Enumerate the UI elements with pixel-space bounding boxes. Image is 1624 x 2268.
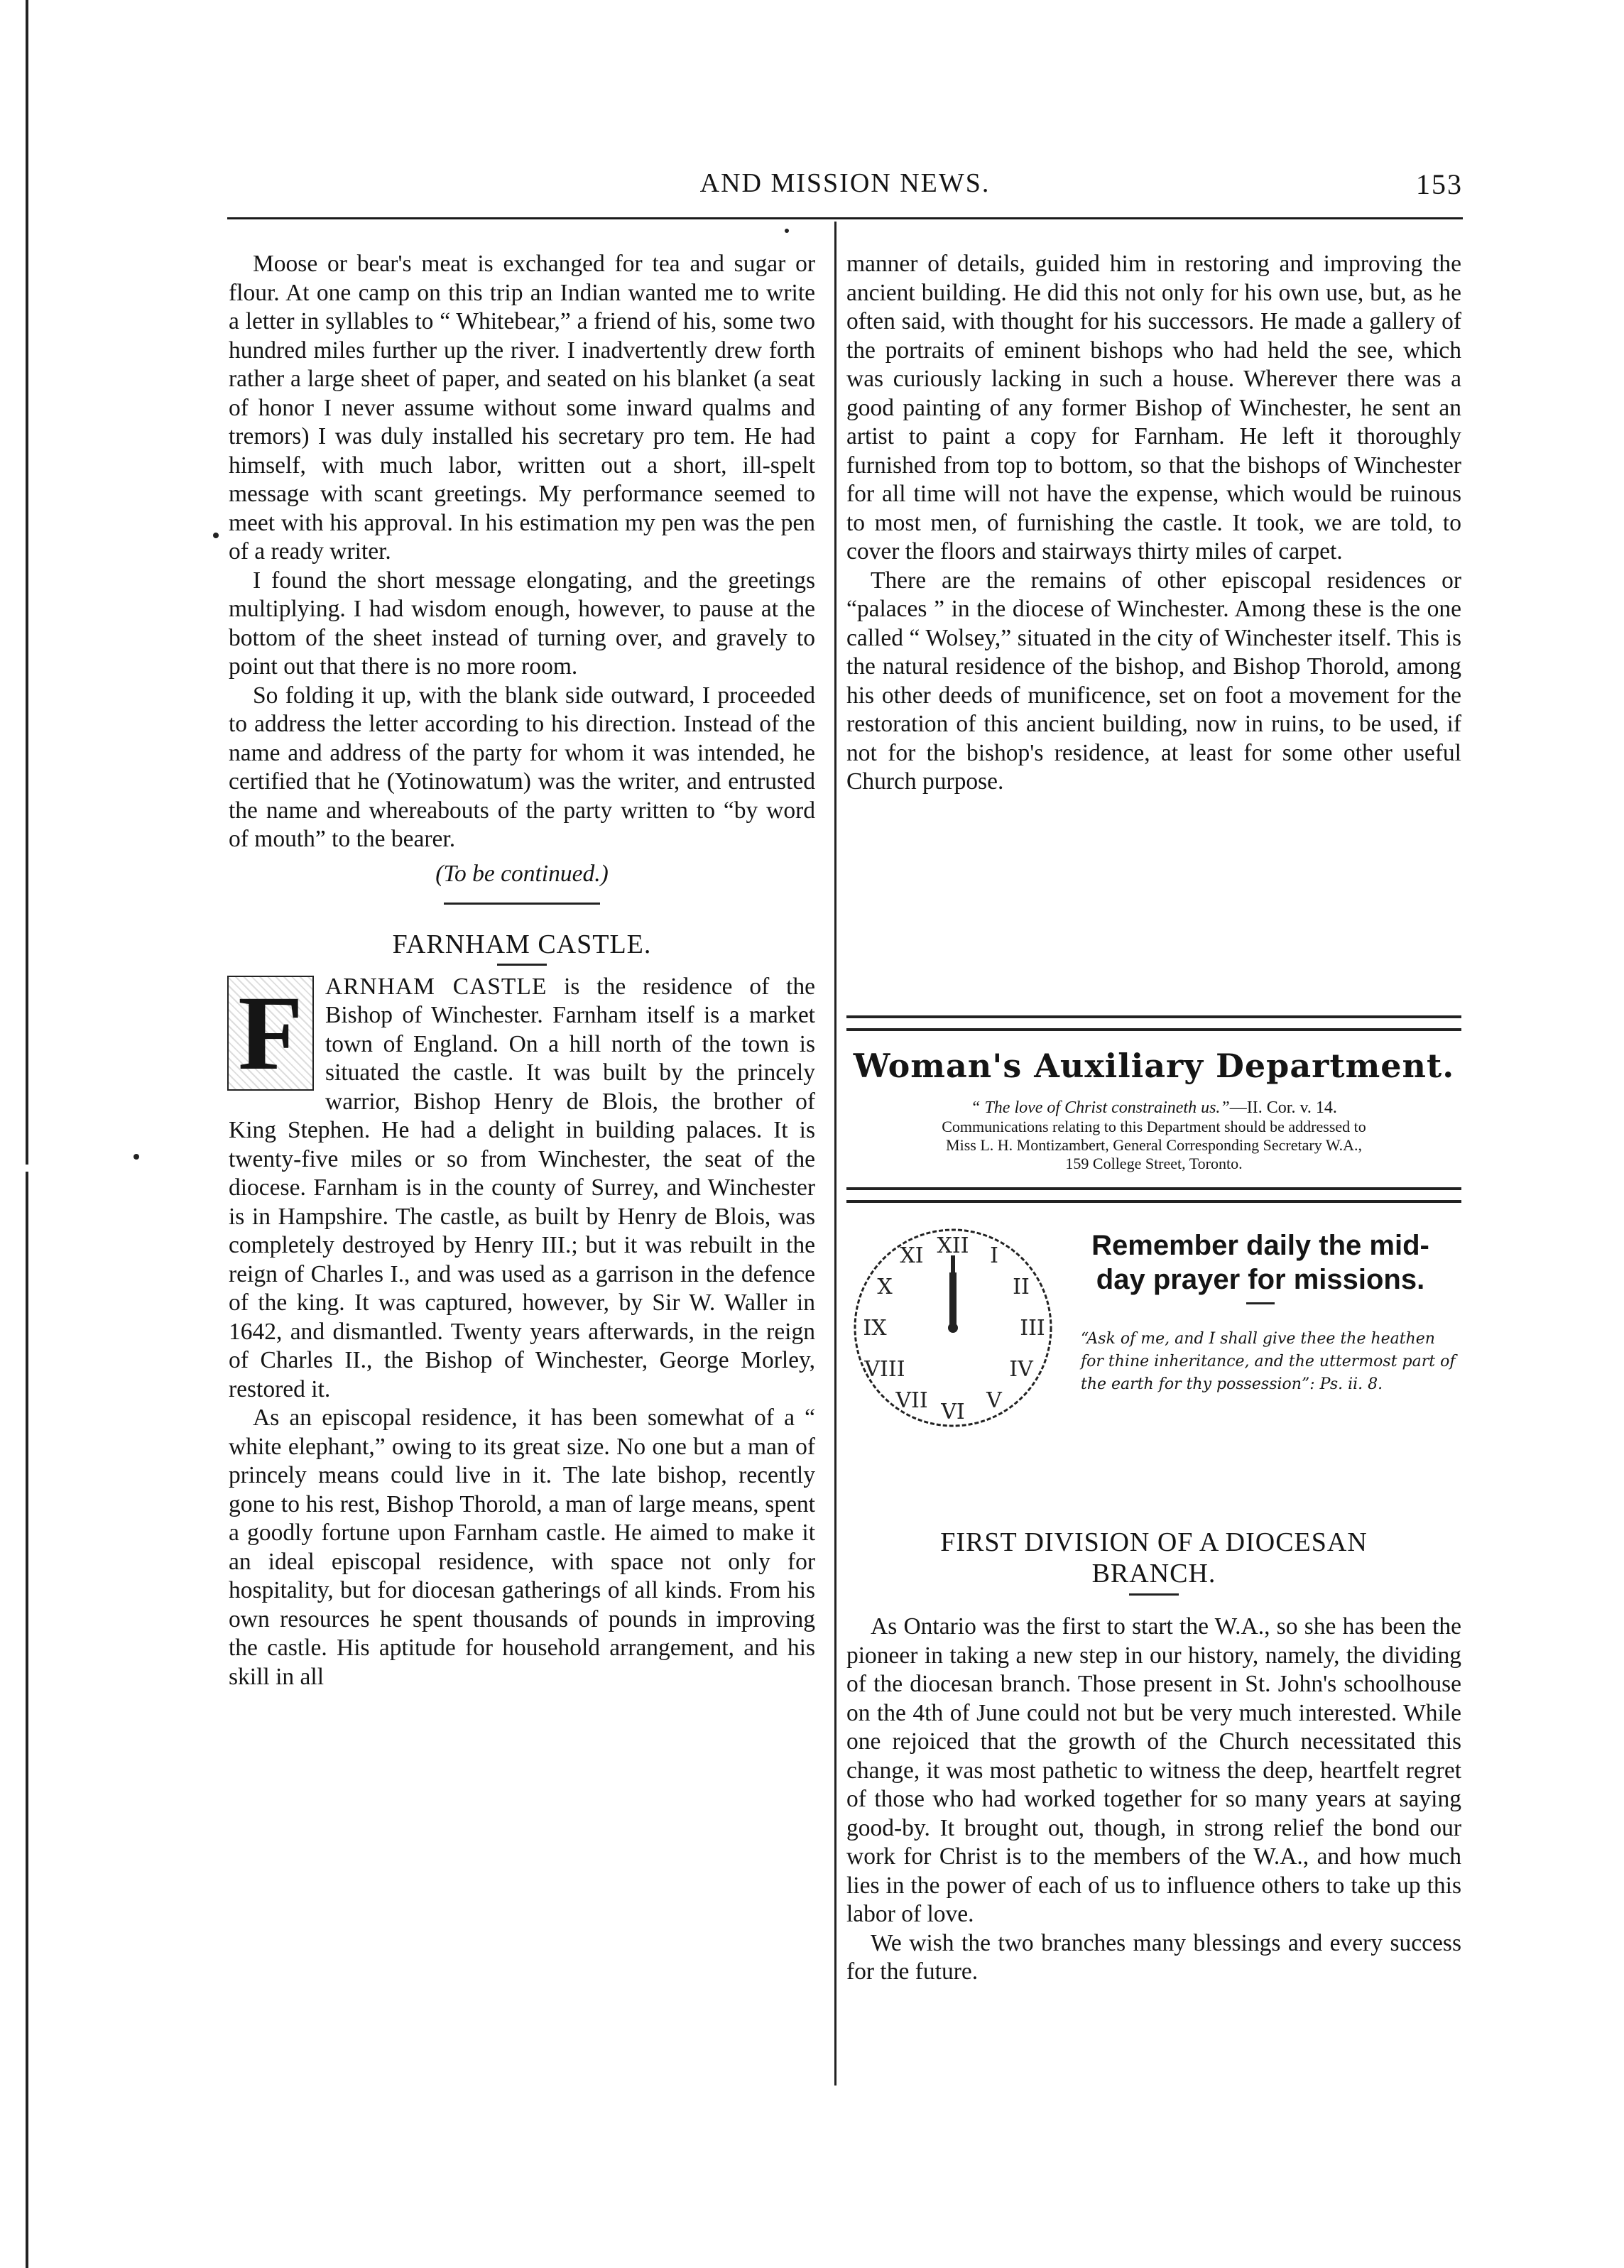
paragraph: I found the short message elongating, and the greetings multiplying. I had wisdom enough, however, to pause at the bottom of the sheet instead of turning over, and gravely to point out that there is no more room. bbox=[229, 567, 815, 680]
page-edge-rule bbox=[26, 0, 28, 2268]
section-rule bbox=[444, 903, 600, 905]
psalm-verse: “Ask of me, and I shall give thee the heathen for thine inheritance, and the uttermost part of the earth for thy possession”: Ps. ii. 8. bbox=[1081, 1330, 1456, 1393]
motto-ref: —II. Cor. v. 14. bbox=[1229, 1098, 1337, 1117]
print-speck bbox=[785, 229, 789, 233]
first-division-article bbox=[846, 1527, 1461, 1987]
womans-auxiliary-header bbox=[846, 1015, 1461, 1203]
double-rule bbox=[846, 1187, 1461, 1203]
print-speck bbox=[213, 533, 219, 538]
left-column bbox=[229, 250, 815, 1691]
print-speck bbox=[133, 1154, 139, 1160]
heading-line: FIRST DIVISION OF A DIOCESAN bbox=[940, 1527, 1368, 1557]
lead-caps: ARNHAM CASTLE bbox=[325, 973, 547, 1000]
paragraph-text: is the residence of the Bishop of Winchester. Farnham itself is a market town of England. On a hill north of the town is situated the castle. It was built by the princely warrior, Bishop Henry de Blois, the brother of King Stephen. He had a delight in building palaces. It is twenty-five miles or so from Winchester, the seat of the diocese. Farnham is in the county of Surrey, and Winchester is in Hampshire. The castle, as built by Henry de Blois, was completely destroyed by Henry III.; but it was rebuilt in the reign of Charles I., and was used as a garrison in the defence of the king. It was captured, however, by Sir W. Waller in 1642, and dismantled. Twenty years afterwards, in the reign of Charles II., the Bishop of Winchester, George Morley, restored it. bbox=[229, 973, 816, 1402]
paragraph: We wish the two branches many blessings and every success for the future. bbox=[846, 1929, 1461, 1985]
wa-correspondence-note bbox=[846, 1118, 1461, 1173]
double-rule bbox=[846, 1015, 1461, 1031]
column-divider bbox=[834, 222, 836, 2086]
svg-text:V: V bbox=[986, 1388, 1002, 1413]
midday-prayer-block bbox=[846, 1221, 1461, 1434]
remember-midday-prayer bbox=[1059, 1228, 1461, 1304]
heading-rule bbox=[1129, 1593, 1179, 1596]
motto-quote: “ The love of Christ constraineth us.” bbox=[971, 1098, 1230, 1117]
heading-line: BRANCH. bbox=[1091, 1559, 1216, 1588]
svg-text:XI: XI bbox=[900, 1243, 924, 1268]
svg-text:II: II bbox=[1013, 1275, 1030, 1299]
note-line: Communications relating to this Department should be addressed to bbox=[942, 1118, 1366, 1135]
svg-text:X: X bbox=[877, 1275, 893, 1299]
paragraph bbox=[229, 973, 815, 1405]
paragraph: So folding it up, with the blank side outward, I proceeded to address the letter according to his direction. Instead of the name and address of the party for whom it was intended, he certified that he (Yotinowatum) was the writer, and entrusted the name and whereabouts of the party written to “by word of mouth” to the bearer. bbox=[229, 682, 815, 852]
paragraph: As an episcopal residence, it has been somewhat of a “ white elephant,” owing to its great size. No one but a man of princely means could live in it. The late bishop, recently gone to his rest, Bishop Thorold, a man of large means, spent a goodly fortune upon Farnham castle. He aimed to make it an ideal episcopal residence, with space not only for hospitality, but for diocesan gatherings of all kinds. From his own resources he spent thousands of pounds in improving the castle. His aptitude for household arrangement, and his skill in all bbox=[229, 1405, 815, 1690]
clock-icon bbox=[846, 1221, 1059, 1434]
page-number: 153 bbox=[1416, 168, 1463, 200]
svg-text:I: I bbox=[990, 1243, 998, 1268]
header-rule bbox=[227, 217, 1463, 219]
paragraph: manner of details, guided him in restoring and improving the ancient building. He did this not only for his own use, but, as he often said, with thought for his successors. He made a gallery of the portraits of eminent bishops who had held the see, which was curiously lacking in such a house. Wherever there was a good painting of any former Bishop of Winchester, he sent an artist to paint a copy for Farnham. He left it thoroughly furnished from top to bottom, so that the bishops of Winchester for all time will not have the expense, which would be ruinous to most men, of furnishing the castle. It took, we are told, to cover the floors and stairways thirty miles of carpet. bbox=[846, 251, 1461, 565]
right-column bbox=[846, 250, 1461, 797]
svg-text:IV: IV bbox=[1009, 1357, 1033, 1382]
svg-text:VI: VI bbox=[941, 1400, 965, 1424]
remember-rule bbox=[1246, 1302, 1275, 1304]
svg-text:IX: IX bbox=[863, 1316, 887, 1341]
note-line: Miss L. H. Montizambert, General Corresponding Secretary W.A., bbox=[946, 1136, 1362, 1154]
to-be-continued: (To be continued.) bbox=[435, 860, 609, 887]
first-division-heading bbox=[846, 1527, 1461, 1589]
ornamental-drop-cap: F bbox=[227, 976, 314, 1091]
running-head-title: AND MISSION NEWS. bbox=[699, 168, 991, 198]
svg-text:VII: VII bbox=[895, 1388, 928, 1413]
paragraph: As Ontario was the first to start the W.A., so she has been the pioneer in taking a new step in our history, namely, the dividing of the diocesan branch. Those present in St. John's schoolhouse on the 4th of June could not but be very much interested. While one rejoiced that the growth of the Church necessitated this change, it was most pathetic to witness the deep, heartfelt regret of those who had worked together for so many years at saying good-by. It brought out, though, in strong relief the bond our work for Christ is to the members of the W.A., and how much lies in the power of each of us to influence others to take up this labor of love. bbox=[846, 1613, 1461, 1927]
page-edge-rule-gap bbox=[26, 1165, 28, 1172]
paragraph: There are the remains of other episcopal residences or “palaces ” in the diocese of Winchester. Among these is the one called “ Wolsey,” situated in the city of Winchester itself. This is the natural residence of the bishop, and Bishop Thorold, among his other deeds of munificence, set on foot a movement for the restoration of this ancient building, now in ruins, to be used, if not for the bishop's residence, at least for some other useful Church purpose. bbox=[846, 567, 1461, 795]
paragraph: Moose or bear's meat is exchanged for tea and sugar or flour. At one camp on this trip an Indian wanted me to write a letter in syllables to “ Whitebear,” a friend of his, some two hundred miles further up the river. I inadvertently drew forth rather a large sheet of paper, and seated on his blanket (a seat of honor I never assume without some inward qualms and tremors) I was duly installed his secretary pro tem. He had himself, with much labor, written out a short, ill-spelt message with scant greetings. My performance seemed to meet with his approval. In his estimation my pen was the pen of a ready writer. bbox=[229, 251, 815, 565]
farnham-article bbox=[229, 973, 815, 1692]
remember-line: Remember daily the mid- bbox=[1091, 1230, 1429, 1261]
note-line: 159 College Street, Toronto. bbox=[1065, 1155, 1243, 1172]
remember-line: day prayer for missions. bbox=[1096, 1264, 1425, 1295]
svg-text:XII: XII bbox=[937, 1233, 969, 1258]
running-head bbox=[227, 168, 1463, 210]
farnham-heading: FARNHAM CASTLE. bbox=[392, 929, 652, 959]
wa-motto bbox=[846, 1098, 1461, 1118]
heading-rule bbox=[497, 964, 547, 966]
wa-department-title: Woman's Auxiliary Department. bbox=[853, 1047, 1455, 1085]
svg-text:VIII: VIII bbox=[864, 1357, 905, 1382]
svg-text:III: III bbox=[1020, 1316, 1045, 1341]
